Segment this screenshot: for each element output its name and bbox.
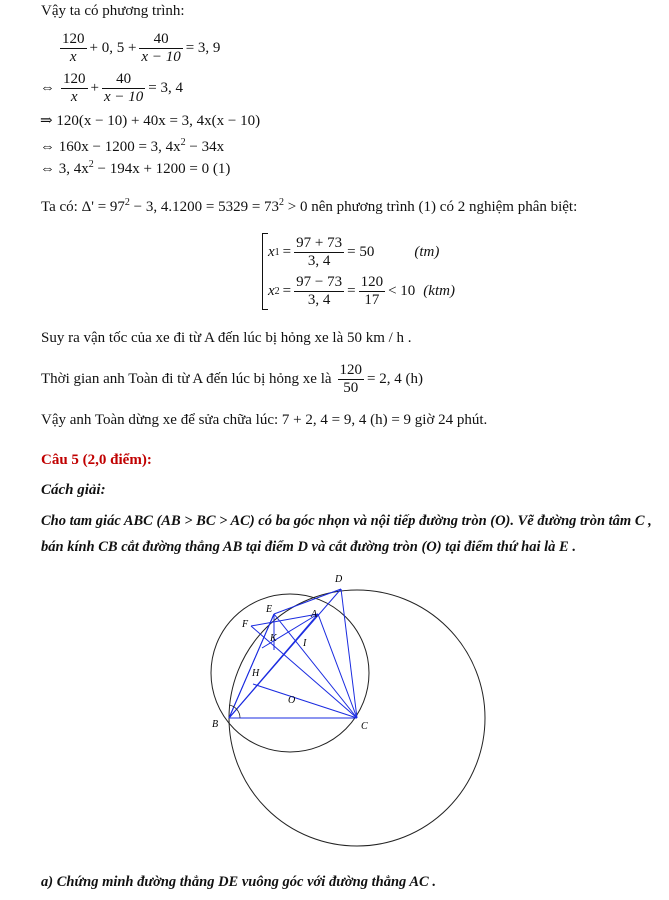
speed-text: Suy ra vận tốc của xe đi từ A đến lúc bị hỏng xe là 50 km / h . xyxy=(41,330,412,346)
equation-3: ⇒ 120(x − 10) + 40x = 3, 4x(x − 10) xyxy=(40,113,261,129)
problem-line-2: bán kính CB cắt đường thẳng AB tại điểm D và cắt đường tròn (O) tại điểm thứ hai là E . xyxy=(41,539,576,555)
part-a: a) Chứng minh đường thẳng DE vuông góc với đường thẳng AC . xyxy=(41,874,436,890)
label-k: K xyxy=(270,633,277,644)
segment-ac xyxy=(318,614,357,718)
label-i: I xyxy=(303,638,307,649)
question-5-title: Câu 5 (2,0 điểm): xyxy=(41,452,152,468)
segment-ed xyxy=(274,589,341,614)
stop-text: Vậy anh Toàn dừng xe để sửa chữa lúc: 7 + 2, 4 = 9, 4 (h) = 9 giờ 24 phút. xyxy=(41,412,488,428)
method-label: Cách giải: xyxy=(41,482,106,498)
label-d: D xyxy=(335,574,343,585)
segment-ec xyxy=(274,614,357,718)
label-a: A xyxy=(311,609,318,620)
root-x2: x 2 = $\frac{97 - 73}{3, 4}$ = $\frac{120}{17}$ < 10 (ktm) xyxy=(268,274,455,308)
segment-dc xyxy=(341,589,357,718)
label-h: H xyxy=(252,668,260,679)
equation-5: ⇔ 3, $4x^2 - 194x + 1200 = 0$ (1) xyxy=(40,159,231,177)
circle-o xyxy=(211,594,369,752)
equation-2: ⇔ $\frac{120}{x}$ + $\frac{40}{x - 10}$ = 3, 4 xyxy=(40,71,183,105)
equation-1: $\frac{120}{x}$ + 0, 5 + $\frac{40}{x - 10}$ = 3, 9 xyxy=(62,31,221,65)
label-b: B xyxy=(212,719,219,730)
intro-text: Vậy ta có phương trình: xyxy=(41,3,185,19)
segment-eb xyxy=(229,614,274,718)
problem-line-1: Cho tam giác ABC (AB > BC > AC) có ba góc nhọn và nội tiếp đường tròn (O). Vẽ đường tròn tâm C , xyxy=(41,513,652,529)
label-c: C xyxy=(361,721,368,732)
root-x1: x 1 = $\frac{97 + 73}{3, 4}$ = 50 (tm) xyxy=(268,235,440,269)
label-f: F xyxy=(242,619,249,630)
segment-hc xyxy=(253,684,357,718)
equation-4: ⇔ 160x − 1200 = 3, $4x^2 - 34x$ xyxy=(40,137,225,155)
time-text: Thời gian anh Toàn đi từ A đến lúc bị hỏng xe là $\frac{120}{50}$ = 2, 4 (h) xyxy=(41,362,423,396)
label-e: E xyxy=(266,604,273,615)
label-o: O xyxy=(288,695,296,706)
delta-line: Ta có: $\Delta' = 97^2 - 3$, $4.1200 = 5329 = 73^2 > 0$ nên phương trình (1) có 2 nghiệm phân biệt: xyxy=(41,197,578,215)
